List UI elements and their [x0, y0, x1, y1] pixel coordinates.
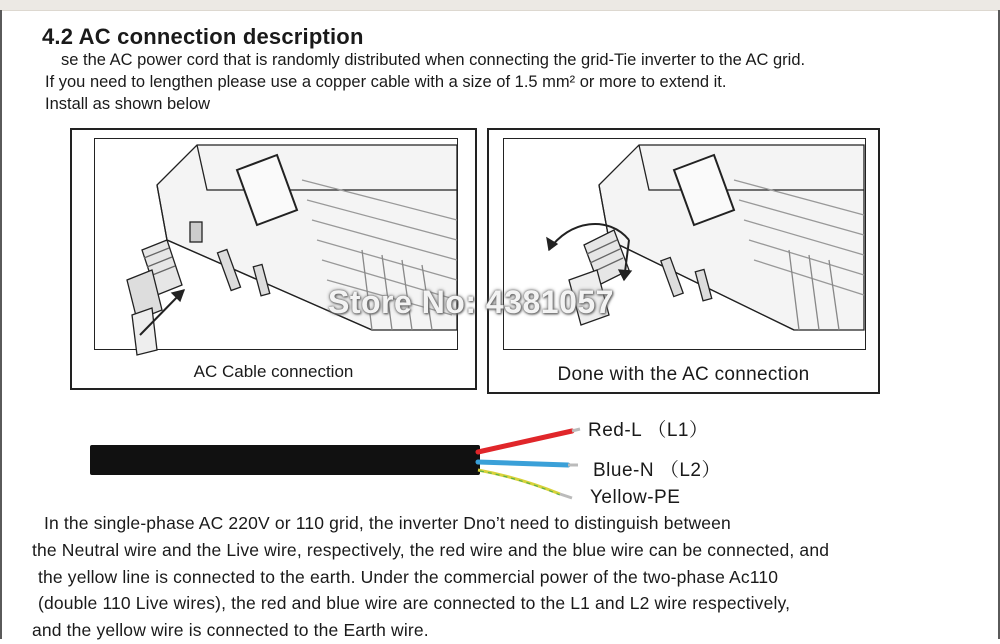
inverter-illustration-connected — [489, 130, 878, 392]
intro-line: If you need to lengthen please use a copper cable with a size of 1.5 mm² or more to extend it. — [45, 73, 727, 91]
section-title: 4.2 AC connection description — [42, 24, 364, 49]
intro-line: Install as shown below — [45, 95, 211, 113]
body-line: (double 110 Live wires), the red and blue wire are connected to the L1 and L2 wire respectively, — [38, 593, 791, 614]
done-ac-connection-figure — [487, 128, 880, 394]
blue-wire-label: Blue-N （L2） — [593, 460, 721, 481]
store-watermark: Store No: 4381057 — [328, 284, 614, 320]
body-paragraph — [32, 510, 829, 644]
body-line: the yellow line is connected to the earth. Under the commercial power of the two-phase Ac110 — [38, 566, 779, 587]
yellow-wire-label: Yellow-PE — [590, 487, 681, 508]
left-border — [0, 10, 2, 639]
intro-text — [45, 49, 805, 115]
body-line: In the single-phase AC 220V or 110 grid, the inverter Dno’t need to distinguish between — [44, 513, 731, 533]
right-caption: Done with the AC connection — [557, 364, 810, 385]
blue-wire — [478, 462, 568, 465]
ac-cable-connection-figure — [70, 128, 477, 390]
body-line: the Neutral wire and the Live wire, respectively, the red wire and the blue wire can be connected, and — [32, 539, 830, 560]
intro-line: se the AC power cord that is randomly distributed when connecting the grid-Tie inverter to the AC grid. — [61, 51, 806, 69]
cable-sheath — [90, 445, 480, 475]
red-wire — [478, 431, 572, 452]
body-line: and the yellow wire is connected to the Earth wire. — [32, 620, 429, 641]
top-bar — [0, 0, 1000, 11]
ac-cable-diagram — [90, 412, 590, 512]
red-wire-label: Red-L （L1） — [588, 420, 709, 441]
left-caption: AC Cable connection — [193, 362, 354, 381]
inverter-illustration — [72, 130, 475, 388]
